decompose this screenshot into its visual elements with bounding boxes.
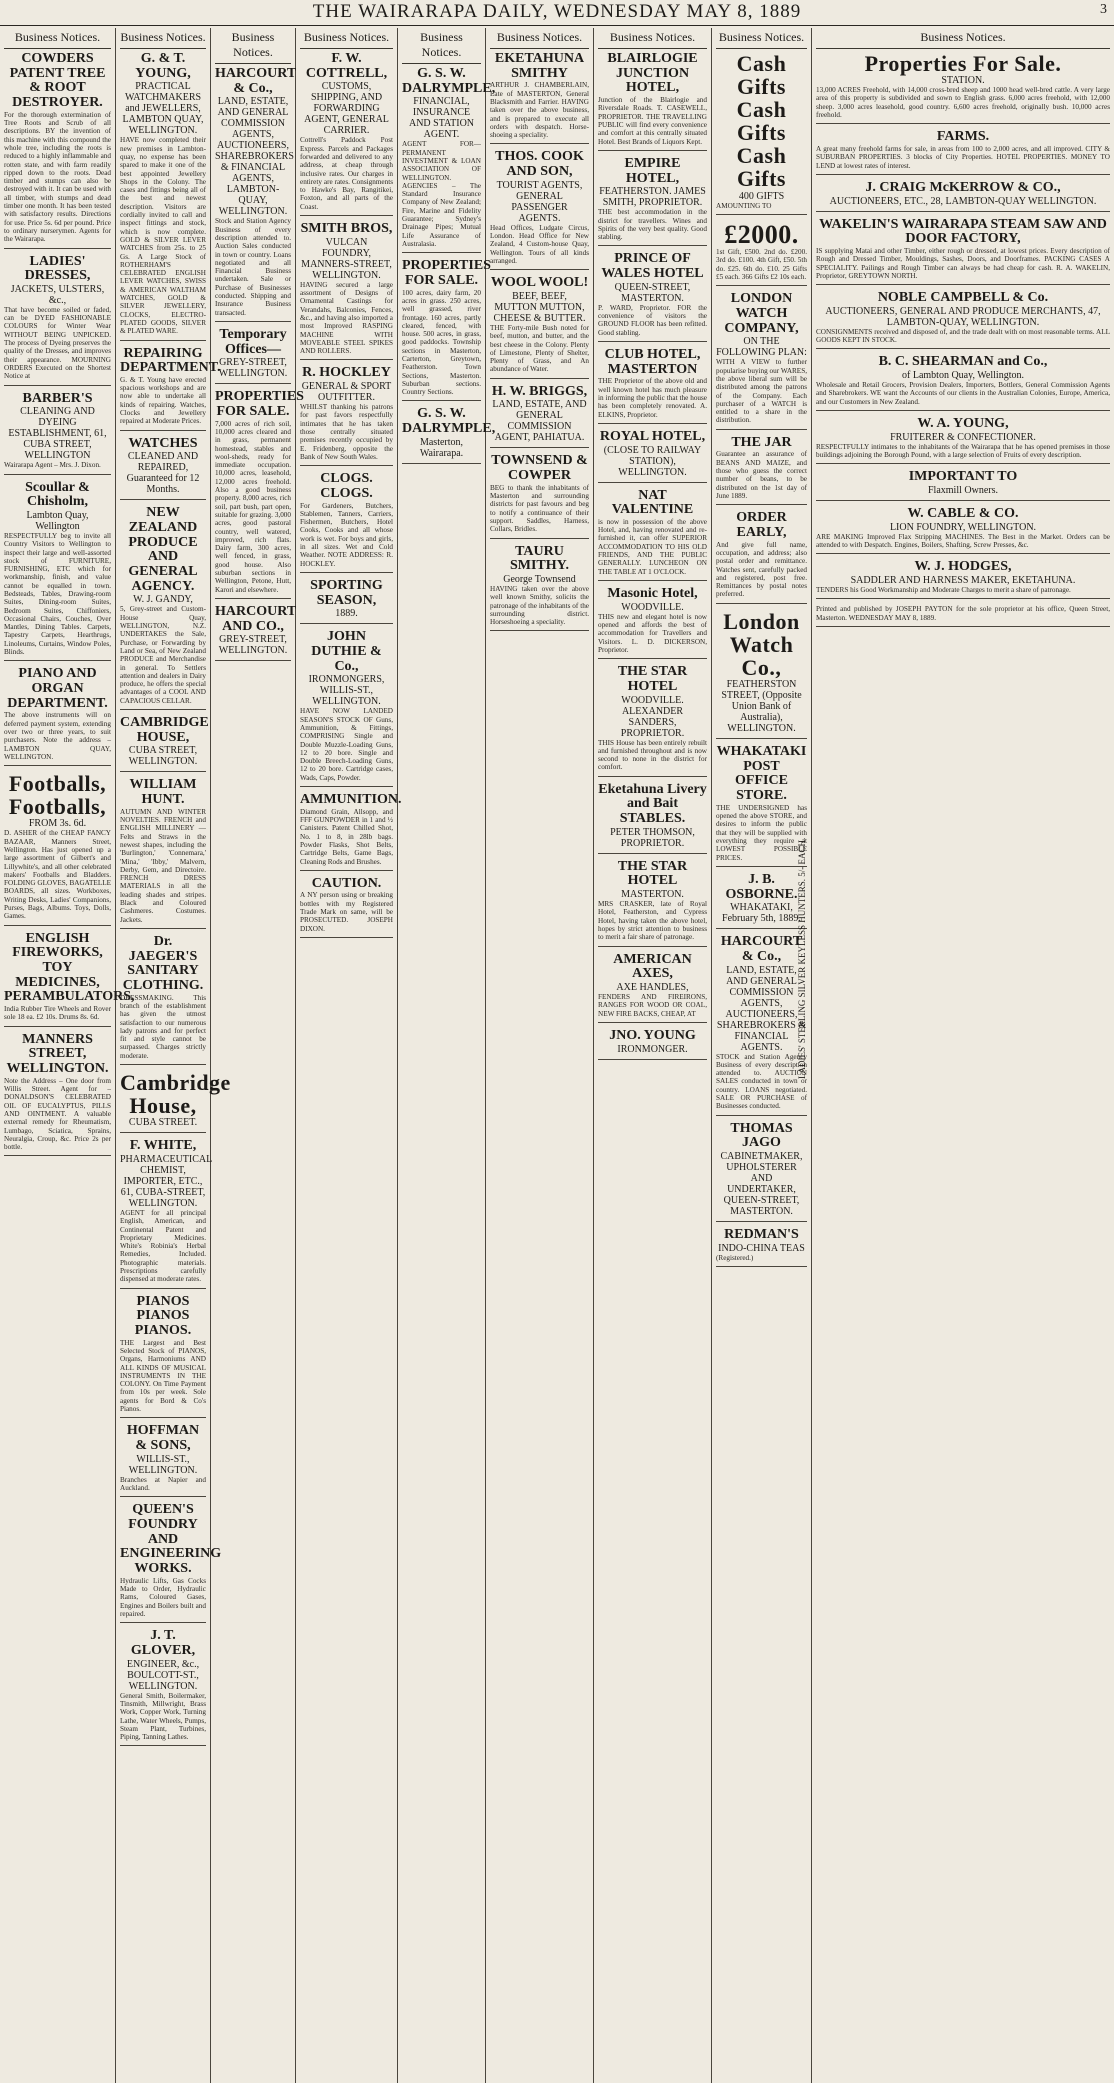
column-7 bbox=[594, 28, 712, 2083]
ad-title: J. B. OSBORNE. bbox=[725, 871, 798, 902]
ad-body: Wairarapa Agent – Mrs. J. Dixon. bbox=[4, 461, 101, 470]
ad-body: DRESSMAKING. This branch of the establishment has given the utmost satisfaction to our numerous lady patrons and for perfect fit and style cannot be surpassed. Charges strictly moderate. bbox=[120, 993, 208, 1060]
masthead bbox=[0, 0, 1114, 24]
column-heading: Business Notices. bbox=[716, 28, 807, 49]
ad-body: WHILST thanking his patrons for past favors respectfully intimates that he has taken those centrally situated premises recently occupied by E. Fridenberg, opposite the Bank of New South Wales. bbox=[300, 403, 395, 461]
ad-title: THE JAR bbox=[731, 434, 792, 450]
ad-title: EMPIRE HOTEL, bbox=[624, 155, 681, 186]
advertisement bbox=[215, 389, 304, 599]
ad-body: THIS new and elegant hotel is now opened and affords the best of accommodation for Travellers and Visitors. L. D. DICKERSON, Proprietor. bbox=[598, 612, 709, 654]
advertisement bbox=[4, 255, 111, 386]
advertisement bbox=[598, 587, 707, 659]
ad-body: THIS House has been entirely rebuilt and furnished throughout and is now second to none in the district for comfort. bbox=[598, 738, 709, 772]
column-heading: Business Notices. bbox=[816, 28, 1110, 49]
ad-title: G. S. W. DALRYMPLE, bbox=[402, 406, 496, 437]
ad-body: THE Largest and Best Selected Stock of PIANOS, Organs, Harmoniums AND ALL KINDS OF MUSICAL INSTRUMENTS IN THE COLONY. On Time Payment from 10s per week. Sole agents for Bord & Co's Pianos. bbox=[120, 1338, 208, 1414]
ad-body: MRS CRASKER, late of Royal Hotel, Featherston, and Cypress Hotel, having taken the above hotel, hopes by strict attention to business to merit a fair share of patronage. bbox=[598, 900, 709, 942]
ad-subtitle: GREY-STREET, WELLINGTON. bbox=[218, 357, 288, 380]
ad-title: Dr. JAEGER'S SANITARY CLOTHING. bbox=[122, 933, 204, 993]
column-2 bbox=[116, 28, 231, 2083]
ad-subtitle: PETER THOMSON, PROPRIETOR. bbox=[610, 826, 695, 849]
ad-title: FARMS. bbox=[936, 129, 990, 145]
ad-title: NEW ZEALAND PRODUCE AND GENERAL AGENCY. bbox=[128, 505, 198, 594]
ad-title: J. CRAIG McKERROW & CO., bbox=[865, 179, 1061, 195]
advertisement bbox=[300, 52, 393, 216]
column-heading: Business Notices. bbox=[300, 28, 393, 49]
ad-subtitle: LAND, ESTATE, AND GENERAL COMMISSION AGENTS, AUCTIONEERS, SHAREBROKERS & FINANCIAL AGENTS. bbox=[716, 964, 807, 1053]
ad-body: Hydraulic Lifts, Gas Cocks Made to Order, Hydraulic Rams, Coloured Gases, Engines and Boilers built and repaired. bbox=[120, 1576, 208, 1618]
ad-title: Cambridge House, bbox=[120, 1070, 231, 1119]
advertisement bbox=[120, 1502, 222, 1623]
advertisement bbox=[598, 953, 707, 1023]
advertisement bbox=[300, 579, 393, 624]
ad-title: SPORTING SEASON, bbox=[310, 577, 383, 608]
ad-subtitle: MASTERTON. bbox=[621, 889, 684, 901]
ad-subtitle: WILLIS-ST., WELLINGTON. bbox=[128, 1453, 198, 1476]
ad-title: SMITH BROS, bbox=[300, 221, 393, 237]
ad-title: JOHN DUTHIE & Co., bbox=[311, 629, 382, 674]
ad-subtitle: LAND, ESTATE, AND GENERAL COMMISSION AGENT, PAHIATUA. bbox=[492, 399, 587, 444]
ad-title: R. HOCKLEY bbox=[302, 365, 391, 381]
ad-title: MANNERS STREET, WELLINGTON. bbox=[6, 1031, 109, 1077]
advertisement bbox=[716, 935, 807, 1115]
ad-subtitle: TOURIST AGENTS, GENERAL PASSENGER AGENTS. bbox=[496, 179, 583, 224]
ad-body: THE Proprietor of the above old and well known hotel has much pleasure in informing the public that the house has been completely renovated. A. ELKINS, Proprietor. bbox=[598, 377, 709, 419]
ad-body: For the thorough extermination of Tree Roots and Scrub of all descriptions. BY the invention of this machine with this compound the whole tree, including the roots is reduced to a highly inflammable and rotten state, and with farm readily ripped down to the roots. Dead timber and stumps can also be destroyed with it. It can be used with all timber, with stumps and dead timber one month. It has been tested with satisfactory results. Directions for use. Price 5s. 6d per pound. Price to ordinary nurserymen. Agents for the Wairarapa. bbox=[4, 110, 113, 244]
ad-title: London Watch Co., bbox=[723, 608, 800, 680]
ad-subtitle: WOODVILLE. ALEXANDER SANDERS, PROPRIETOR. bbox=[620, 694, 685, 739]
ad-title: Temporary Offices— bbox=[219, 326, 287, 357]
ad-title: Properties For Sale. bbox=[864, 51, 1062, 76]
ad-subtitle: (CLOSE TO RAILWAY STATION), WELLINGTON. bbox=[603, 444, 702, 478]
ad-subtitle: BEEF, BEEF, MUTTON MUTTON, CHEESE & BUTTER. bbox=[493, 291, 586, 324]
ad-title: WHAKATAKI POST OFFICE STORE. bbox=[716, 743, 807, 804]
ad-body: HAVE now completed their new premises in Lambton-quay, no expense has been spared to make it one of the best appointed Jewellery Shops in the Colony. The cases and fittings being all of the best and newest description. Visitors are cordially invited to call and inspect fittings and stock, which is now complete. GOLD & SILVER LEVER WATCHES from 25s. to 25 Gs. A Large Stock of ROTHERHAM'S CELEBRATED ENGLISH LEVER WATCHES, SWISS & AMERICAN WALTHAM WATCHES, GOLD & SILVER JEWELLERY, CLOCKS, ELECTRO-PLATED GOODS, SILVER & PLATED WARE. bbox=[120, 136, 208, 336]
ad-title: PROPERTIES FOR SALE. bbox=[215, 389, 304, 419]
ad-subtitle: CUBA STREET, WELLINGTON. bbox=[128, 745, 198, 768]
ad-title: F. WHITE, bbox=[129, 1138, 197, 1154]
ad-title: CAUTION. bbox=[311, 875, 382, 891]
ad-title: J. T. GLOVER, bbox=[130, 1628, 196, 1658]
ad-subtitle: CLEANED AND REPAIRED, Guaranteed for 12 Months. bbox=[126, 451, 200, 496]
ad-title: THE STAR HOTEL bbox=[617, 664, 688, 694]
ad-body: 1st Gift, £500. 2nd do. £200. 3rd do. £100. 4th Gift, £50. 5th do. £25. 6th do. £10. 25 Gifts £5 each. 366 Gifts £2 10s each. bbox=[716, 248, 809, 282]
ad-title: PROPERTIES FOR SALE. bbox=[402, 258, 491, 288]
ad-title: NOBLE CAMPBELL & Co. bbox=[877, 290, 1049, 306]
ad-subtitle: IRONMONGERS, WILLIS-ST., WELLINGTON. bbox=[308, 674, 385, 708]
ad-body: Guarantee an assurance of BEANS AND MAIZE, and those who guess the correct number of beans, to be distributed on the 1st day of June 1889. bbox=[716, 450, 809, 500]
advertisement bbox=[300, 792, 402, 871]
ad-subtitle: INDO-CHINA TEAS bbox=[718, 1242, 805, 1254]
ad-body: AGENT for all principal English, American, and Continental Patent and Proprietary Medicines. White's Robinia's Herbal Remedies, Included. Photographic materials. Prescriptions carefully dispensed at moderate rates. bbox=[120, 1208, 208, 1284]
column-3 bbox=[211, 28, 304, 2083]
page-number: 3 bbox=[1100, 2, 1108, 17]
ad-subtitle: FROM 3s. 6d. bbox=[28, 818, 87, 830]
ad-title: PIANOS PIANOS PIANOS. bbox=[134, 1293, 192, 1338]
ad-subtitle: SADDLER AND HARNESS MAKER, EKETAHUNA. bbox=[850, 574, 1076, 586]
ad-body: AGENT FOR— PERMANENT INVESTMENT & LOAN ASSOCIATION OF WELLINGTON. AGENCIES – The Standard Insurance Company of New Zealand; Fire, Marine and Fidelity Guarantee; Sydney's Drainage Pipes; Mutual Life Assurance of Australasia. bbox=[402, 140, 483, 248]
column-4 bbox=[296, 28, 402, 2083]
advertisement bbox=[4, 772, 111, 925]
advertisement bbox=[4, 667, 111, 766]
ad-subtitle: Masterton, Wairarapa. bbox=[419, 436, 464, 459]
advertisement bbox=[215, 328, 291, 384]
advertisement bbox=[716, 511, 807, 603]
advertisement bbox=[598, 783, 707, 854]
ad-subtitle: AUCTIONEERS, GENERAL AND PRODUCE MERCHANTS, 47, LAMBTON-QUAY, WELLINGTON. bbox=[825, 305, 1101, 328]
ad-subtitle: FEATHERSTON. JAMES SMITH, PROPRIETOR. bbox=[599, 186, 706, 209]
ad-title: CAMBRIDGE HOUSE, bbox=[120, 715, 209, 745]
ad-title: ORDER EARLY, bbox=[736, 510, 787, 540]
advertisement bbox=[598, 252, 707, 342]
ad-title: NAT VALENTINE bbox=[611, 487, 694, 518]
ad-title: HARCOURT & Co., bbox=[720, 934, 803, 964]
advertisement bbox=[716, 1122, 807, 1222]
column-heading: Business Notices. bbox=[402, 28, 481, 64]
ad-body: THE Forty-mile Bush noted for beef, mutton, and butter, and the best cheese in the Colony. Plenty of Limestone, Plenty of Shelter, Plenty of Grass, and An abundance of Water. bbox=[490, 324, 591, 374]
ad-title: COWDERS PATENT TREE & ROOT DESTROYER. bbox=[9, 51, 106, 111]
ad-body: (Registered.) bbox=[716, 1253, 754, 1262]
ad-body: P. WARD, Proprietor. FOR the convenience of visitors the GROUND FLOOR has been refitted. Good stabling. bbox=[598, 303, 709, 337]
ad-title: W. J. HODGES, bbox=[914, 559, 1012, 575]
ad-subtitle: Lambton Quay, Wellington bbox=[26, 509, 89, 532]
advertisement bbox=[716, 873, 807, 929]
ad-body: Wholesale and Retail Grocers, Provision Dealers, Importers, Bottlers, General Commission Agents and Sharebrokers. WE want the Accounts of our clients in the Australian Colonies, Europe, America, and our Customers in New Zealand. bbox=[816, 381, 1112, 406]
advertisement bbox=[120, 715, 209, 772]
ad-subtitle: GREY-STREET, WELLINGTON. bbox=[218, 634, 288, 657]
ad-title: BARBER'S bbox=[22, 390, 93, 406]
ad-title: AMMUNITION. bbox=[300, 792, 402, 808]
advertisement bbox=[598, 157, 707, 247]
advertisement bbox=[120, 1629, 206, 1746]
advertisement bbox=[4, 481, 111, 662]
advertisement bbox=[598, 860, 707, 947]
ad-subtitle: LION FOUNDRY, WELLINGTON. bbox=[889, 521, 1037, 533]
ad-title: £2000. bbox=[724, 219, 799, 249]
advertisement bbox=[120, 1295, 206, 1419]
advertisement bbox=[4, 52, 111, 249]
ad-body: D. ASHER of the CHEAP FANCY BAZAAR, Manners Street, Wellington. Has just opened up a large assortment of Gilbert's and Lillywhite's, and all other celebrated makers' Footballs and Bladders. FOLDING GLOVES, BAGATELLE BOARDS, all sizes. Workboxes, Writing Desks, Ladies' Companions, Purses, Bags, Albums. Toys, Dolls, Games. bbox=[4, 829, 113, 921]
ad-subtitle: CUBA STREET. bbox=[128, 1117, 198, 1129]
ad-title: LONDON WATCH COMPANY, bbox=[724, 291, 799, 336]
advertisement bbox=[402, 66, 496, 253]
ad-title: W. CABLE & CO. bbox=[907, 505, 1019, 521]
ad-title: TAURU SMITHY. bbox=[509, 543, 569, 574]
advertisement bbox=[716, 745, 807, 867]
advertisement bbox=[716, 1228, 807, 1267]
column-5 bbox=[398, 28, 496, 2083]
ad-body: STOCK and Station Agency Business of every description attended to. AUCTION SALES conducted in town or country. LOANS negotiated. SALE OR PURCHASE of Businesses conducted. bbox=[716, 1052, 809, 1111]
advertisement bbox=[816, 507, 1110, 554]
ad-body: General Smith, Boilermaker, Tinsmith, Millwright, Brass Work, Copper Work, Turning Lathe, Water Wheels, Pumps, Steam Plant, Turbines, Piping, Tanning Lathes. bbox=[120, 1691, 208, 1742]
ad-body: is now in possession of the above Hotel, and, having renovated and re-furnished it, can offer SUPERIOR ACCOMMODATION TO HIS OLD FRIENDS, AND THE PUBLIC GENERALLY. LUNCHEON ON THE TABLE AT 1 O'CLOCK. bbox=[598, 517, 709, 576]
ad-subtitle: STATION. bbox=[941, 75, 985, 87]
ad-title: THE STAR HOTEL bbox=[617, 858, 688, 889]
advertisement bbox=[120, 778, 206, 929]
ad-title: AMERICAN AXES, bbox=[613, 951, 692, 982]
ad-subtitle: LAND, ESTATE, AND GENERAL COMMISSION AGENTS, AUCTIONEERS, SHAREBROKERS & FINANCIAL AGENTS, LAMBTON-QUAY, WELLINGTON. bbox=[215, 96, 294, 218]
ad-title: Cash Gifts Cash Gifts Cash Gifts bbox=[736, 51, 787, 192]
ad-title: JNO. YOUNG bbox=[609, 1027, 696, 1043]
ad-body: 13,000 ACRES Freehold, with 14,000 cross-bred sheep and 1000 head well-bred cattle. A very large area of this property is subdivided and sown to English grass. 6,000 acres freehold, with 12,000 sheep. 3,000 acres leasehold, good country. 6,600 acres freehold, originally bush. 10,000 acres freehold. bbox=[816, 86, 1112, 119]
advertisement bbox=[490, 385, 589, 449]
ad-body: ARTHUR J. CHAMBERLAIN, Late of MASTERTON, General Blacksmith and Farrier. HAVING taken over the above business, and is prepared to execute all orders with despatch. Horse-shoeing a speciality. bbox=[490, 81, 591, 140]
ad-body: HAVING taken over the above well known Smithy, solicits the patronage of the inhabitants of the surrounding district. Horseshoeing a speciality. bbox=[490, 585, 591, 627]
ad-title: Footballs, Footballs, bbox=[8, 771, 107, 820]
ad-title: F. W. COTTRELL, bbox=[305, 51, 388, 81]
column-heading: Business Notices. bbox=[598, 28, 707, 49]
ad-body: Stock and Station Agency Business of every description attended to. Auction Sales conducted in town or country. Loans negotiated and all Financial Business undertaken. Sale or Purchase of Businesses conducted. Shipping and Insurance Business transacted. bbox=[215, 217, 293, 317]
masthead-rule bbox=[0, 25, 1114, 26]
ad-title: W. A. YOUNG, bbox=[917, 415, 1009, 431]
ad-body: THE best accommodation in the district for travellers. Wines and Spirits of the very best quality. Good stabling. bbox=[598, 208, 709, 242]
advertisement bbox=[598, 348, 707, 424]
advertisement bbox=[598, 430, 707, 483]
side-banner-text: LADIES' STERLING SILVER KEYLESS HUNTERS. 5/- EACH. bbox=[797, 837, 807, 1079]
ad-body: A great many freehold farms for sale, in areas from 100 to 2,000 acres, and all improved. CITY & SUBURBAN PROPERTIES. 3 blocks of City Properties. HOTEL PROPERTIES. MONEY TO LEND at lowest rates of interest. bbox=[816, 144, 1112, 170]
ad-body: The above instruments will on deferred payment system, extending over two or three years, to suit purchasers. Note the address – LAMBTON QUAY, WELLINGTON. bbox=[4, 711, 113, 761]
advertisement bbox=[300, 630, 393, 787]
ad-title: EKETAHUNA SMITHY bbox=[494, 51, 585, 81]
ad-body: TENDERS his Good Workmanship and Moderate Charges to merit a share of patronage. bbox=[816, 585, 1071, 594]
ad-body: Note the Address – One door from Willis Street. Agent for – DONALDSON'S CELEBRATED OIL OF EUCALYPTUS, PILLS AND OINTMENT. A valuable external remedy for Rheumatism, Lumbago, Sciatica, Sprains, Neuralgia, Croup, &c. Price 2s per bottle. bbox=[4, 1076, 113, 1152]
ad-title: HARCOURT & Co., bbox=[215, 66, 297, 96]
ad-body: BEG to thank the inhabitants of Masterton and surrounding districts for past favours and beg to notify a continuance of their support. Saddles, Harness, Collars, Bridles. bbox=[490, 483, 591, 534]
ad-body: Junction of the Blairlogie and Riversdale Roads. T. CASEWELL, PROPRIETOR. THE TRAVELLING PUBLIC will find every convenience and comfort at this centrally situated Hotel. Best Brands of Liquors Kept. bbox=[598, 96, 709, 146]
advertisement bbox=[490, 454, 589, 538]
advertisement bbox=[300, 222, 393, 360]
advertisement bbox=[120, 506, 206, 710]
ad-subtitle: CABINETMAKER, UPHOLSTERER AND UNDERTAKER, QUEEN-STREET, MASTERTON. bbox=[720, 1151, 803, 1218]
ad-body: CONSIGNMENTS received and disposed of, and the trade dealt with on most reasonable terms. ALL GOODS KEPT IN STOCK. bbox=[816, 327, 1112, 345]
ad-subtitle: 1889. bbox=[335, 608, 358, 620]
ad-title: ROYAL HOTEL, bbox=[599, 428, 706, 444]
ad-title: CLOGS. CLOGS. bbox=[320, 471, 373, 501]
ad-body: FENDERS AND FIREIRONS, RANGES FOR WOOD OR COAL, NEW FIRE BACKS, CHEAP, AT bbox=[598, 993, 709, 1018]
advertisement bbox=[816, 355, 1110, 411]
ad-title: CLUB HOTEL, MASTERTON bbox=[604, 346, 701, 377]
ad-subtitle: Flaxmill Owners. bbox=[928, 484, 998, 496]
columns-grid bbox=[0, 28, 1114, 2083]
ad-body: India Rubber Tire Wheels and Rover sole 18 ea. £2 10s. Drums 8s. 6d. bbox=[4, 1005, 113, 1022]
ad-subtitle: ON THE FOLLOWING PLAN: bbox=[716, 336, 807, 359]
advertisement bbox=[716, 610, 807, 739]
ad-body: G. & T. Young have erected spacious workshops and are now able to undertake all kinds of repairing. Watches, Clocks and Jewellery repaired at Moderate Prices. bbox=[120, 375, 208, 426]
advertisement bbox=[816, 417, 1110, 464]
ad-title: WAKELIN'S WAIRARAPA STEAM SAW AND DOOR FACTORY, bbox=[819, 216, 1107, 247]
advertisement bbox=[120, 52, 206, 341]
column-1 bbox=[0, 28, 135, 2083]
advertisement bbox=[4, 1033, 111, 1157]
ad-title: G. & T. YOUNG, bbox=[135, 51, 191, 81]
ad-title: REDMAN'S bbox=[724, 1227, 799, 1243]
advertisement bbox=[4, 392, 111, 475]
ad-body: IS supplying Matai and other Timber, either rough or dressed, at lowest prices. Every description of Rough and Dressed Timber, Mouldings, Sashes, Doors, and Doorframes. PACKING CASES A SPECIALITY. Pailings and Rough Timber can always be had cheap for cash. R. A. WAKELIN, Proprietor, GREYTOWN NORTH. bbox=[816, 246, 1112, 280]
advertisement bbox=[215, 66, 297, 322]
ad-subtitle: WHAKATAKI, February 5th, 1889. bbox=[722, 902, 801, 925]
advertisement bbox=[816, 52, 1110, 124]
ad-body: For Gardeners, Butchers, Stablemen, Tanners, Carriers, Fishermen, Butchers, Hotel Cooks, Cooks and all whose work is wet. For boys and girls, in all sizes. Wet and Cold Weather. NOTE ADDRESS: R. HOCKLEY. bbox=[300, 501, 395, 568]
ad-body: Cottrell's Paddock Post Express. Parcels and Packages forwarded and delivered to any address, at cheap through inclusive rates. Our charges in entirety are rates. Consignments to Hawke's Bay, Rangitikei, Foxton, and all parts of the Coast. bbox=[300, 136, 395, 211]
ad-title: PIANO AND ORGAN DEPARTMENT. bbox=[7, 666, 108, 711]
ad-body: AUTUMN AND WINTER NOVELTIES. FRENCH and ENGLISH MILLINERY — Felts and Straws in the newest shapes, including the 'Burlington,' 'Connemara,' 'Mina,' 'Ibby,' Malvern, Derby, Gem, and Directoire. FRENCH DRESS MATERIALS in all the leading shades and stripes. Black and Coloured Cashmeres. Costumes. Jackets. bbox=[120, 807, 208, 924]
advertisement bbox=[816, 130, 1110, 175]
advertisement bbox=[120, 345, 221, 431]
advertisement bbox=[300, 472, 393, 573]
advertisement bbox=[816, 218, 1110, 286]
ad-title: Masonic Hotel, bbox=[607, 585, 698, 601]
ad-body: Printed and published by JOSEPH PAYTON for the sole proprietor at his office, Queen Street, Masterton. WEDNESDAY MAY 8, 1889. bbox=[816, 605, 1112, 622]
advertisement bbox=[716, 52, 807, 215]
ad-title: BLAIRLOGIE JUNCTION HOTEL, bbox=[607, 51, 698, 96]
advertisement bbox=[816, 605, 1110, 627]
ad-subtitle: 400 GIFTS bbox=[738, 190, 785, 202]
ad-title: THOMAS JAGO bbox=[730, 1120, 793, 1151]
ad-body: That have become soiled or faded, can be DYED FASHIONABLE COLOURS for Winter Wear WITHOUT BEING UNPICKED. The process of Dyeing preserves the quality of the Dresses, and improves their appearance. MOURNING ORDERS Executed on the Shortest Notice at bbox=[4, 305, 113, 381]
ad-subtitle: GENERAL & SPORT OUTFITTER. bbox=[301, 381, 392, 404]
advertisement bbox=[816, 560, 1110, 599]
ad-subtitle: of Lambton Quay, Wellington. bbox=[902, 370, 1024, 382]
ad-title: WILLIAM HUNT. bbox=[129, 777, 197, 808]
column-6 bbox=[486, 28, 594, 2083]
advertisement bbox=[490, 52, 589, 144]
ad-subtitle: PHARMACEUTICAL CHEMIST, IMPORTER, ETC., 61, CUBA-STREET, WELLINGTON. bbox=[120, 1153, 213, 1209]
advertisement bbox=[402, 258, 491, 401]
ad-subtitle: IRONMONGER. bbox=[617, 1043, 688, 1055]
advertisement bbox=[120, 935, 206, 1065]
advertisement bbox=[120, 1070, 231, 1133]
advertisement bbox=[490, 545, 589, 632]
ad-title: PRINCE OF WALES HOTEL bbox=[601, 251, 704, 282]
ad-body: HAVING secured a large assortment of Designs of Ornamental Castings for Verandahs, Balconies, Fences, &c., and having also imported a most Improved RASPING MACHINE WITH MOVEABLE STEEL SPIKES AND ROLLERS. bbox=[300, 280, 395, 356]
ad-body: A NY person using or breaking bottles with my Registered Trade Mark on same, will be PROSECUTED. JOSEPH DIXON. bbox=[300, 891, 395, 933]
ad-subtitle: AXE HANDLES, bbox=[616, 982, 689, 993]
ad-title: IMPORTANT TO bbox=[908, 469, 1018, 485]
ad-title: TOWNSEND & COWPER bbox=[491, 453, 588, 484]
ad-subtitle: FEATHERSTON STREET, (Opposite Union Bank of Australia), WELLINGTON. bbox=[721, 678, 802, 734]
ad-title: B. C. SHEARMAN and Co., bbox=[878, 354, 1048, 370]
ad-subtitle: CLEANING AND DYEING ESTABLISHMENT, 61, CUBA STREET, WELLINGTON bbox=[8, 406, 107, 462]
ad-subtitle: WOODVILLE. bbox=[621, 601, 684, 613]
advertisement bbox=[598, 489, 707, 581]
advertisement bbox=[120, 1138, 213, 1288]
ad-subtitle: W. J. GANDY, bbox=[133, 594, 193, 606]
advertisement bbox=[4, 930, 135, 1027]
ad-body: WITH A VIEW to further popularise buying our WARES, the above liberal sum will be distributed among the patrons of the Company. Each purchaser of a WATCH is entitled to a share in the distribution. bbox=[716, 358, 809, 425]
ad-title: Eketahuna Livery and Bait STABLES. bbox=[598, 781, 707, 827]
ad-subtitle: QUEEN-STREET, MASTERTON. bbox=[614, 281, 691, 304]
advertisement bbox=[716, 436, 807, 505]
ad-body: Diamond Grain, Allsopp, and FFF GUNPOWDER in 1 and ½ Canisters. Patent Chilled Shot, No. 1 to 8, in 28lb bags. Powder Flasks, Shot Belts, Cartridge Belts, Game Bags, Cleaning Rods and Brushes. bbox=[300, 807, 395, 866]
ad-body: Head Offices, Ludgate Circus, London. Head Office for New Zealand, 4 Custom-house Quay, Wellington. Tours of all kinds arranged. bbox=[490, 223, 591, 266]
advertisement bbox=[300, 877, 393, 938]
ad-subtitle: VULCAN FOUNDRY, MANNERS-STREET, WELLINGTON. bbox=[301, 236, 392, 281]
advertisement bbox=[598, 52, 707, 151]
advertisement bbox=[120, 437, 206, 501]
ad-title: ENGLISH FIREWORKS, TOY MEDICINES, PERAMBULATORS, bbox=[4, 930, 135, 1005]
column-heading: Business Notices. bbox=[120, 28, 206, 49]
ad-title: QUEEN'S FOUNDRY AND ENGINEERING WORKS. bbox=[120, 1502, 222, 1577]
ad-body: 100 acres, dairy farm, 20 acres in grass. 250 acres, well grassed, river frontage. 160 acres, partly cleared, fenced, with house. 500 acres, in grass, good paddocks. Township sections in Masterton, Carterton, Greytown, Featherston. Town Sections, Masterton. Suburban sections. Country Sections. bbox=[402, 288, 483, 397]
ad-subtitle: ENGINEER, &c., BOULCOTT-ST., WELLINGTON. bbox=[126, 1658, 200, 1692]
ad-title: G. S. W. DALRYMPLE, bbox=[402, 66, 496, 96]
ad-subtitle: PRACTICAL WATCHMAKERS and JEWELLERS, LAMBTON QUAY, WELLINGTON. bbox=[122, 81, 204, 137]
ad-body: Branches at Napier and Auckland. bbox=[120, 1475, 208, 1493]
ad-body: THE UNDERSIGNED has opened the above STORE, and desires to inform the public that they will be supplied with everything they require at LOWEST POSSIBLE PRICES. bbox=[716, 803, 809, 862]
ad-subtitle: FRUITERER & CONFECTIONER. bbox=[890, 431, 1036, 443]
advertisement bbox=[716, 221, 807, 286]
ad-title: LADIES' DRESSES, bbox=[24, 253, 91, 284]
ad-title: THOS. COOK AND SON, bbox=[495, 149, 584, 180]
ad-body: RESPECTFULLY beg to invite all Country Visitors to Wellington to inspect their large and well-assorted stock of FURNITURE, FURNISHING, ETC which for workmanship, finish, and value cannot be equalled in town. Bedsteads, Tables, Drawing-room Suites, Dining-room Suites, Bedroom Suites, Chiffoniers, Occasional Chairs, Couches, Over Mantles, Dining Tables. Carpets, Tapestry Carpets, Hearthrugs, Linoleums, Curtains, Window Poles, Blinds. bbox=[4, 531, 113, 657]
ad-subtitle: JACKETS, ULSTERS, &c., bbox=[10, 283, 105, 306]
advertisement bbox=[402, 406, 496, 463]
ad-title: HARCOURT AND CO., bbox=[215, 603, 297, 634]
ad-body: 7,000 acres of rich soil, 10,000 acres cleared and in grass, permanent homestead, stables and wool-sheds, ready for immediate occupation. 10,000 acres, leasehold, 12,000 acres freehold. Also a good business property. 8,000 acres, rich soil, part bush, part open, suitable for grazing. 3,000 acres, good pastoral country, well watered, improved, rich flats. Dairy farm, 300 acres, well fenced, in grass, good house. Also suburban sections in Wellington, Petone, Hutt, Karori and elsewhere. bbox=[215, 419, 293, 594]
advertisement bbox=[816, 291, 1110, 349]
ad-subtitle: CUSTOMS, SHIPPING, AND FORWARDING AGENT, GENERAL CARRIER. bbox=[304, 81, 389, 137]
column-heading: Business Notices. bbox=[490, 28, 589, 49]
advertisement bbox=[300, 366, 393, 466]
ad-body: AMOUNTING TO bbox=[716, 201, 772, 210]
ad-title: WOOL WOOL! bbox=[490, 275, 589, 291]
column-heading: Business Notices. bbox=[4, 28, 111, 49]
ad-subtitle: George Townsend bbox=[503, 574, 576, 585]
advertisement bbox=[816, 470, 1110, 501]
advertisement bbox=[816, 181, 1110, 212]
ad-body: 5, Grey-street and Custom-House Quay, WELLINGTON, N.Z. UNDERTAKES the Sale, Purchase, or Forwarding by Land or Sea, of New Zealand PRODUCE and Merchandise in general. To Settlers attention and dealers in Dairy produce, he offers the special advantages of a COOL AND CAPACIOUS CELLAR. bbox=[120, 605, 208, 705]
advertisement bbox=[120, 1424, 206, 1497]
advertisement bbox=[598, 665, 707, 777]
ad-title: Scoullar & Chisholm, bbox=[25, 479, 90, 510]
ad-body: ARE MAKING Improved Flax Stripping MACHINES. The Best in the Market. Orders can be attended to with Despatch. Engines, Boilers, Shafting, Screw Presses, &c. bbox=[816, 532, 1112, 549]
column-heading: Business Notices. bbox=[215, 28, 291, 64]
ad-title: H. W. BRIGGS, bbox=[491, 383, 588, 399]
advertisement bbox=[490, 276, 589, 378]
advertisement bbox=[716, 292, 807, 429]
advertisement bbox=[598, 1029, 707, 1060]
ad-title: REPAIRING DEPARTMENT. bbox=[120, 345, 221, 376]
ad-body: RESPECTFULLY intimates to the inhabitants of the Wairarapa that he has opened premises in those buildings adjoining the Borough Pound, with a large selection of Fruits of every description. bbox=[816, 442, 1112, 459]
ad-body: And give full name, occupation, and address; also postal order and remittance. Watches sent, carefully packed and registered, post free. Remittances by postal notes preferred. bbox=[716, 540, 809, 599]
ad-body: HAVE NOW LANDED SEASON'S STOCK OF Guns, Ammunition, & Fittings, COMPRISING Single and Double Muzzle-Loading Guns, 12 to 20 bore. Single and Double Breech-Loading Guns, 12 to 20 bore. Cartridge cases, Wads, Caps, Powder. bbox=[300, 707, 395, 782]
ad-subtitle: AUCTIONEERS, ETC., 28, LAMBTON-QUAY WELLINGTON. bbox=[829, 195, 1097, 207]
newspaper-title: THE WAIRARAPA DAILY, WEDNESDAY MAY 8, 1889 bbox=[312, 1, 802, 22]
advertisement bbox=[215, 603, 297, 661]
ad-subtitle: FINANCIAL, INSURANCE AND STATION AGENT. bbox=[408, 96, 475, 141]
advertisement bbox=[490, 150, 589, 270]
ad-title: WATCHES bbox=[128, 435, 198, 451]
column-8 bbox=[712, 28, 812, 2083]
column-9 bbox=[812, 28, 1114, 2083]
ad-title: HOFFMAN & SONS, bbox=[126, 1423, 200, 1454]
